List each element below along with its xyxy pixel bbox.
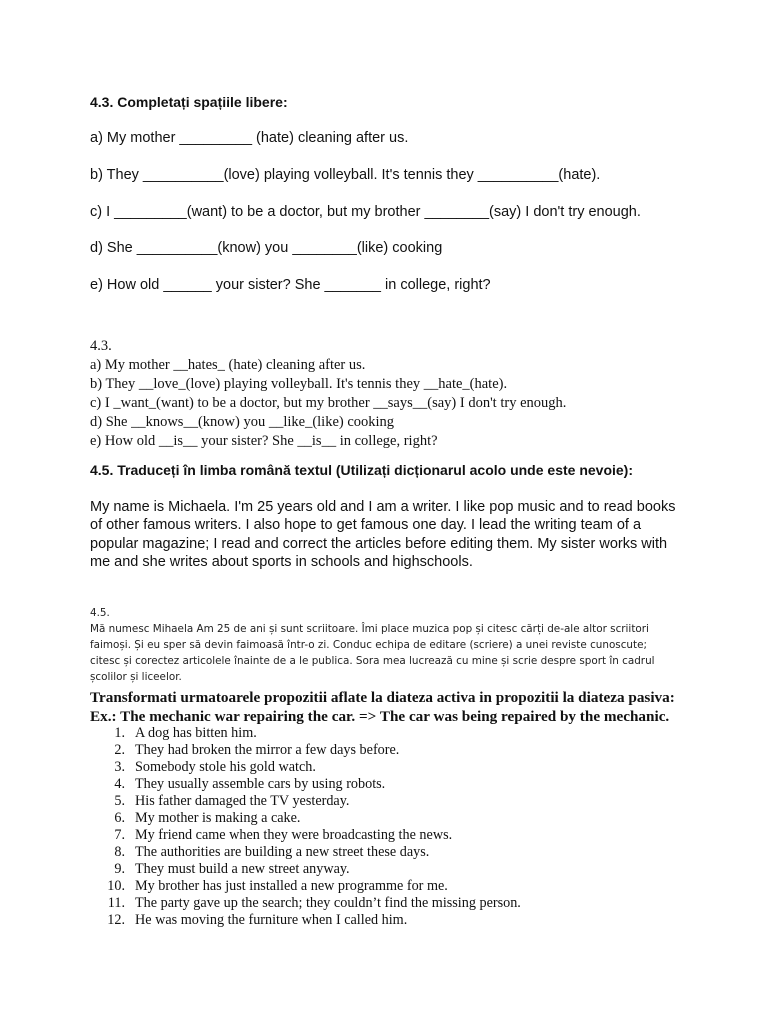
list-item-text: My mother is making a cake.	[135, 810, 301, 826]
answers-45-heading: 4.5.	[90, 607, 110, 619]
exercise-line-b: b) They __________(love) playing volleyball. It's tennis they __________(hate).	[90, 167, 601, 183]
list-item-number: 9.	[114, 861, 125, 877]
list-item-number: 5.	[114, 793, 125, 809]
list-item-number: 11.	[107, 895, 125, 911]
translation-line-1: Mă numesc Mihaela Am 25 de ani și sunt scriitoare. Îmi place muzica pop și citesc cărți de-ale altor scriitori	[90, 623, 649, 635]
exercise-line-a: a) My mother _________ (hate) cleaning after us.	[90, 130, 409, 146]
exercise-line-e: e) How old ______ your sister? She _______ in college, right?	[90, 277, 491, 293]
passive-example: Ex.: The mechanic war repairing the car. => The car was being repaired by the mechanic.	[90, 708, 670, 725]
list-item-number: 4.	[114, 776, 125, 792]
list-item-text: He was moving the furniture when I called him.	[135, 912, 408, 928]
translation-line-3: citesc și corectez articolele înainte de a le publica. Sora mea lucrează cu mine și scrie despre sport în cadrul	[90, 655, 655, 667]
list-item-number: 2.	[114, 742, 125, 758]
answer-line-e: e) How old __is__ your sister? She __is__ in college, right?	[90, 433, 438, 449]
section-45-paragraph: My name is Michaela. I'm 25 years old and I am a writer. I like pop music and to read books of other famous writers. I also hope to get famous one day. I lead the writing team of a popular magazine; I read and correct the articles before editing them. My sister works with me and she writes about sports in schools and highschools.	[90, 499, 676, 571]
passive-section-title	[90, 688, 675, 726]
list-item-text: They must build a new street anyway.	[135, 861, 350, 877]
list-item-text: The party gave up the search; they couldn’t find the missing person.	[135, 895, 521, 911]
section-45-heading: 4.5. Traduceți în limba română textul (Utilizați dicționarul acolo unde este nevoie):	[90, 462, 633, 478]
answers-43-block	[90, 337, 566, 451]
list-item-number: 3.	[114, 759, 125, 775]
passive-title: Transformati urmatoarele propozitii aflate la diateza activa in propozitii la diateza pasiva:	[90, 689, 675, 706]
list-item-number: 7.	[114, 827, 125, 843]
list-item-number: 6.	[114, 810, 125, 826]
answers-43-heading: 4.3.	[90, 338, 112, 354]
answers-45-block	[90, 605, 690, 685]
list-item-text: My brother has just installed a new programme for me.	[135, 878, 448, 894]
list-item-text: They usually assemble cars by using robots.	[135, 776, 386, 792]
answer-line-c: c) I _want_(want) to be a doctor, but my brother __says__(say) I don't try enough.	[90, 395, 567, 411]
list-item-text: They had broken the mirror a few days before.	[135, 742, 400, 758]
translation-line-4: școlilor și liceelor.	[90, 671, 182, 683]
answer-line-d: d) She __knows__(know) you __like_(like) cooking	[90, 414, 395, 430]
answer-line-b: b) They __love_(love) playing volleyball. It's tennis they __hate_(hate).	[90, 376, 508, 392]
list-item-number: 10.	[107, 878, 125, 894]
list-item-text: The authorities are building a new street these days.	[135, 844, 430, 860]
list-item-number: 1.	[114, 725, 125, 741]
list-item-text: His father damaged the TV yesterday.	[135, 793, 350, 809]
section-43-heading: 4.3. Completați spațiile libere:	[90, 94, 288, 110]
list-item-text: A dog has bitten him.	[135, 725, 257, 741]
exercise-line-d: d) She __________(know) you ________(like) cooking	[90, 240, 443, 256]
exercise-line-c: c) I _________(want) to be a doctor, but my brother ________(say) I don't try enough.	[90, 204, 641, 220]
list-item-number: 12.	[107, 912, 125, 928]
list-item-text: My friend came when they were broadcasting the news.	[135, 827, 453, 843]
translation-line-2: faimoși. Și eu sper să devin faimoasă într-o zi. Conduc echipa de editare (scriere) a unei reviste cunoscute;	[90, 639, 647, 651]
list-item-number: 8.	[114, 844, 125, 860]
answer-line-a: a) My mother __hates_ (hate) cleaning after us.	[90, 357, 366, 373]
list-item-text: Somebody stole his gold watch.	[135, 759, 316, 775]
